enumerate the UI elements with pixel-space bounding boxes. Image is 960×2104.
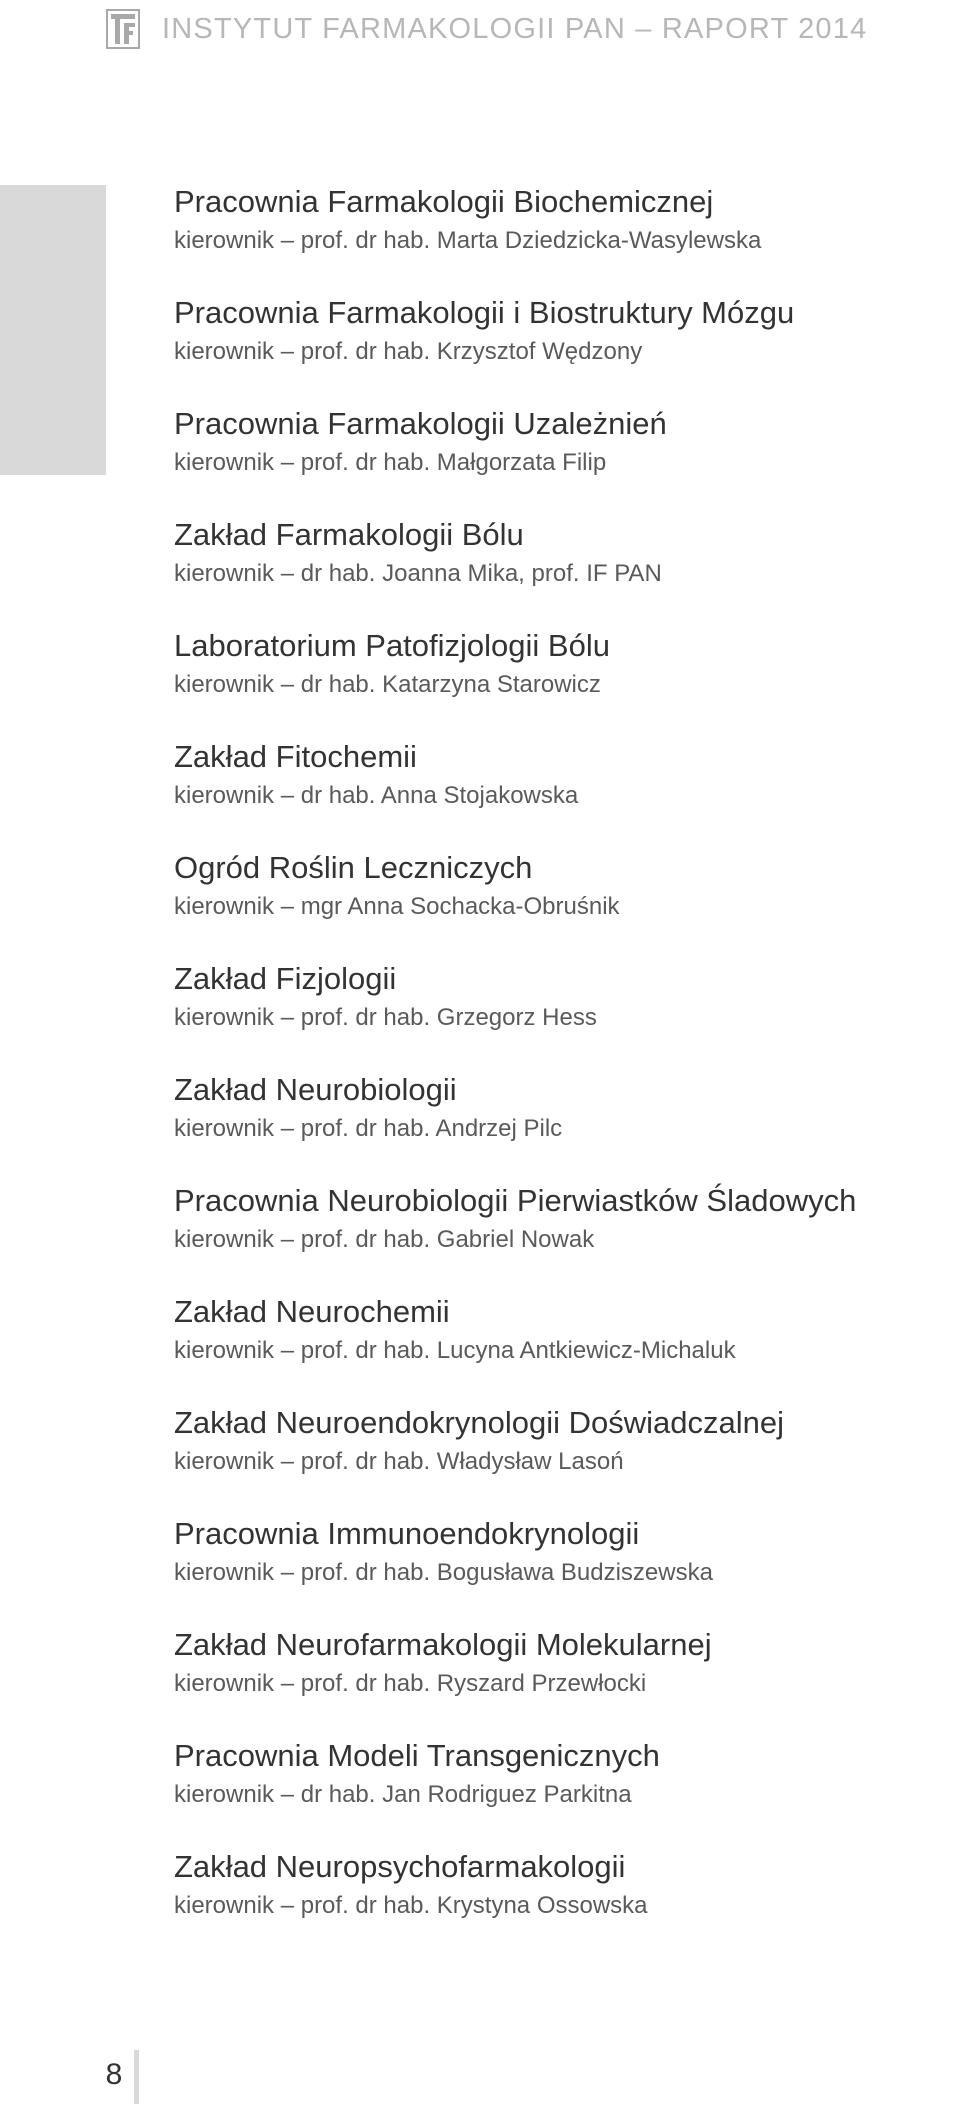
department-head: kierownik – mgr Anna Sochacka-Obruśnik — [174, 893, 620, 920]
page-number-bar — [134, 2050, 139, 2104]
institute-logo-icon — [106, 9, 140, 49]
list-item — [174, 624, 954, 735]
list-item — [174, 1734, 954, 1845]
department-name: Zakład Neuropsychofarmakologii — [174, 1849, 626, 1884]
department-head: kierownik – prof. dr hab. Gabriel Nowak — [174, 1226, 595, 1253]
department-name: Zakład Neurobiologii — [174, 1072, 457, 1107]
department-head: kierownik – prof. dr hab. Krystyna Ossowska — [174, 1892, 648, 1919]
page-header — [106, 6, 867, 52]
list-item — [174, 735, 954, 846]
department-head: kierownik – prof. dr hab. Marta Dziedzicka-Wasylewska — [174, 227, 762, 254]
department-head: kierownik – prof. dr hab. Andrzej Pilc — [174, 1115, 563, 1142]
list-item — [174, 1290, 954, 1401]
department-name: Zakład Fitochemii — [174, 739, 417, 774]
department-name: Pracownia Farmakologii Biochemicznej — [174, 184, 714, 219]
department-list — [174, 180, 954, 1956]
department-head: kierownik – prof. dr hab. Krzysztof Wędzony — [174, 338, 643, 365]
page-number: 8 — [105, 2058, 123, 2091]
department-head: kierownik – prof. dr hab. Bogusława Budziszewska — [174, 1559, 713, 1586]
list-item — [174, 1845, 954, 1956]
department-head: kierownik – dr hab. Joanna Mika, prof. IF PAN — [174, 560, 662, 587]
department-name: Laboratorium Patofizjologii Bólu — [174, 628, 610, 663]
department-head: kierownik – prof. dr hab. Grzegorz Hess — [174, 1004, 597, 1031]
department-name: Pracownia Farmakologii Uzależnień — [174, 406, 667, 441]
department-name: Pracownia Farmakologii i Biostruktury Mózgu — [174, 295, 795, 330]
side-band-decoration — [0, 185, 106, 475]
department-head: kierownik – dr hab. Anna Stojakowska — [174, 782, 579, 809]
department-name: Zakład Fizjologii — [174, 961, 397, 996]
list-item — [174, 513, 954, 624]
department-name: Zakład Neurofarmakologii Molekularnej — [174, 1627, 712, 1662]
list-item — [174, 1068, 954, 1179]
list-item — [174, 1179, 954, 1290]
department-head: kierownik – prof. dr hab. Lucyna Antkiewicz-Michaluk — [174, 1337, 736, 1364]
department-name: Zakład Neuroendokrynologii Doświadczalnej — [174, 1405, 784, 1440]
department-name: Pracownia Modeli Transgenicznych — [174, 1738, 660, 1773]
department-name: Zakład Neurochemii — [174, 1294, 450, 1329]
list-item — [174, 291, 954, 402]
list-item — [174, 1623, 954, 1734]
list-item — [174, 846, 954, 957]
department-name: Pracownia Immunoendokrynologii — [174, 1516, 640, 1551]
department-head: kierownik – prof. dr hab. Ryszard Przewłocki — [174, 1670, 647, 1697]
department-head: kierownik – prof. dr hab. Władysław Lasoń — [174, 1448, 624, 1475]
department-head: kierownik – prof. dr hab. Małgorzata Filip — [174, 449, 607, 476]
list-item — [174, 1401, 954, 1512]
list-item — [174, 957, 954, 1068]
department-name: Pracownia Neurobiologii Pierwiastków Śladowych — [174, 1183, 857, 1218]
list-item — [174, 180, 954, 291]
department-name: Ogród Roślin Leczniczych — [174, 850, 533, 885]
report-title: INSTYTUT FARMAKOLOGII PAN – RAPORT 2014 — [162, 12, 868, 45]
department-head: kierownik – dr hab. Katarzyna Starowicz — [174, 671, 601, 698]
list-item — [174, 1512, 954, 1623]
department-name: Zakład Farmakologii Bólu — [174, 517, 524, 552]
list-item — [174, 402, 954, 513]
department-head: kierownik – dr hab. Jan Rodriguez Parkitna — [174, 1781, 632, 1808]
